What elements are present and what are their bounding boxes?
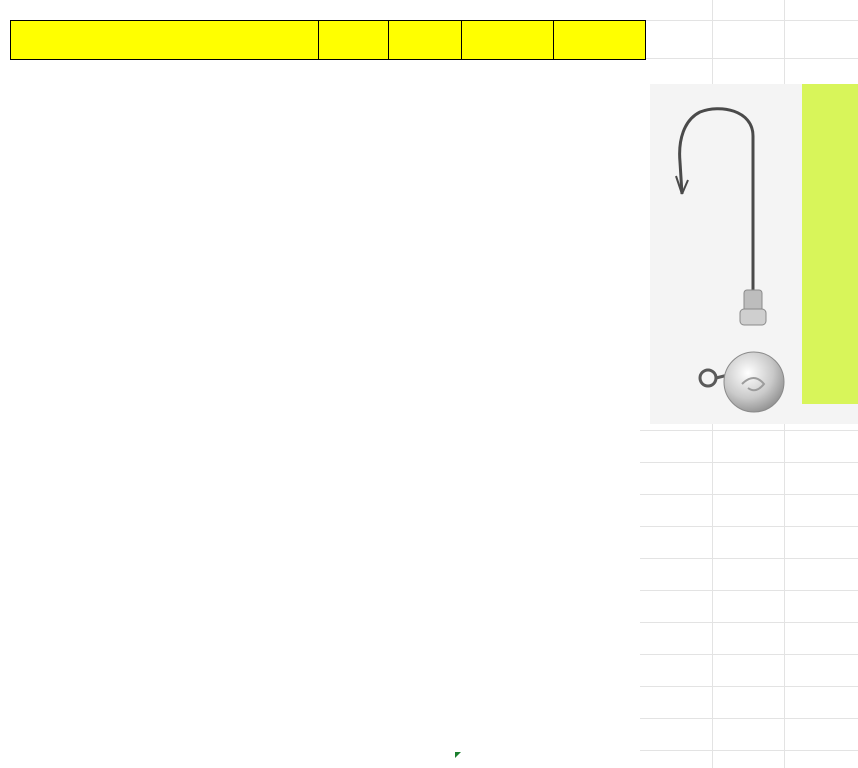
hook-icon (676, 109, 784, 412)
jig-hook-photo (650, 84, 858, 424)
header-row (11, 21, 646, 60)
header-cell-name[interactable] (11, 21, 319, 60)
price-list-table (10, 20, 646, 60)
header-cell-qty[interactable] (462, 21, 554, 60)
header-cell-price[interactable] (389, 21, 462, 60)
header-cell-total[interactable] (554, 21, 646, 60)
header-cell-unit[interactable] (319, 21, 389, 60)
ruler-icon (802, 84, 858, 404)
cell-error-indicator-icon (455, 752, 461, 758)
